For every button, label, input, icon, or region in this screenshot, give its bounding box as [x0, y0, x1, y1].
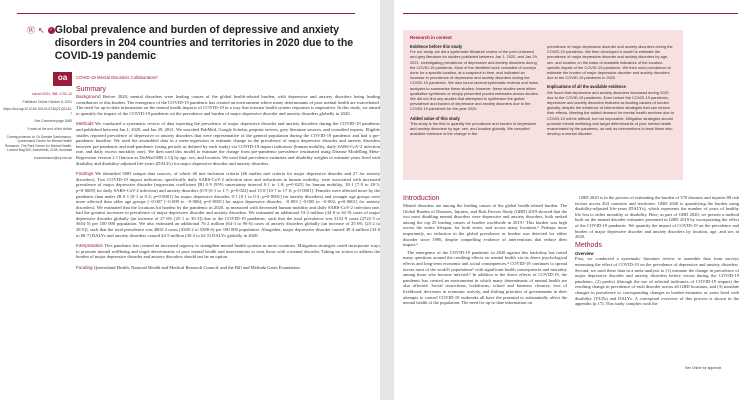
body-columns: [403, 195, 743, 309]
methods-heading: Methods: [575, 241, 602, 249]
body-paragraph: The emergence of the COVID-19 pandemic in 2020 against this backdrop has raised many questions around the resulting effects on mental health via its direct psychological effects and long-term economic and social consequences.⁴ COVID-19 continues to spread across most of the world's populations⁵ with significant health consequences and mortality among those who become infected.⁶ In addition to the direct effects of COVID-19, the pandemic has created an environment in which many determinants of mental health are also affected. Social restrictions, lockdowns, school and business closures, loss of livelihood, decreases in economic activity, and shifting priorities of governments in their attempts to control COVID-19 outbreaks all have the potential to substantially affect the mental health of the population. The need for up-to-date information on: [403, 249, 567, 306]
body-paragraph: First, we conducted a systematic literature review to assemble data from surveys measuring the effect of COVID-19 on the prevalence of depressive and anxiety disorders. Second, we used these data in a meta-analysis to (1) estimate the change in prevalence of major depressive disorder and anxiety disorders before versus during the COVID-19 pandemic, (2) predict (through the use of selected indicators of COVID-19 impact) the resulting change in prevalence of each disorder across all GBD locations, and (3) translate changes in prevalence to corresponding changes in burden estimates as years lived with disability (YLDs) and DALYs. A conceptual overview of this process is shown in the appendix (p 17). This study complies with the: [575, 256, 739, 307]
body-paragraph: GBD 2020 is in the process of estimating the burden of 370 diseases and injuries 88 risk factors across 204 countries and territories. GBD 2020 is quantifying the burden using disability-adjusted life-years (DALYs), which represents the number of years of healthy life lost to either mortality or disability. Here, as part of GBD 2020, we present a method built on the mental disorder estimates presented in GBD 2019 by incorporating the effect of the COVID-19 pandemic. We quantify the impact of COVID-19 on the prevalence and burden of major depressive disorder and anxiety disorders by location, age, and sex in 2020.: [575, 195, 739, 240]
summary-interpretation: [76, 243, 380, 260]
section-text: Queensland Health, National Health and Medical Research Council, and the Bill and Melinda Gates Foundation.: [92, 265, 301, 271]
ric-subheading: Evidence before this study: [410, 44, 463, 49]
research-in-context-panel: [403, 30, 683, 180]
section-label: Funding: [76, 265, 93, 271]
authors[interactable]: COVID-19 Mental Disorders Collaborators*: [76, 75, 158, 80]
summary-methods: [76, 121, 380, 166]
appendix-margin-note[interactable]: See Online for appendix: [685, 366, 722, 370]
section-text: This pandemic has created an increased urgency to strengthen mental health systems in most countries. Mitigation strategies could incorporate ways to promote mental wellbeing and target determinants of poor mental health and interventions to treat those with a mental disorder. Taking no action to address the burden of major depressive disorder and anxiety disorders should not be an option.: [76, 243, 380, 260]
ric-subheading: Implications of all the available evidence: [547, 84, 626, 90]
comment-link[interactable]: See Comment page 1665: [34, 119, 72, 124]
open-access-badge: oa: [53, 72, 72, 86]
sidenotes: [2, 92, 72, 164]
ric-column: [547, 44, 676, 140]
introduction-heading: Introduction: [403, 195, 440, 202]
page-gutter: [380, 0, 394, 400]
collaborators-note: *Listed at the end of the Article: [27, 126, 72, 131]
article-title: Global prevalence and burden of depressive and anxiety disorders in 204 countries and territories in 2020 due to the COVID-19 pandemic: [54, 24, 354, 62]
correspondence: Correspondence to: Dr Damian Santomauro, Queensland Centre for Mental Health Research, The Park Centre for Mental Health, Locked Bag 500, Archerfield, 4108, Australia: [4, 134, 72, 153]
ric-text: For our study, we did a systematic literature review of the peer-reviewed and grey literature for studies published between Jan 1, 2020, and Jan 29, 2021, investigating prevalence of depressive and anxiety disorders during the COVID-19 pandemic. Most of the identified work consisted of surveys done for a specific location, at a snapshot in time, and indicated an increase in prevalence of depressive and anxiety disorders during the COVID-19 pandemic. We also found several systematic reviews and meta-analyses to summarise these studies; however, these studies were either qualitative syntheses or simply presented pooled estimates across studies. We did not find any studies that attempted to synthesise the global prevalence and burden of depressive and anxiety disorders due to the COVID-19 pandemic for the year 2020.: [410, 49, 539, 112]
overview-subheading: Overview: [575, 250, 594, 256]
section-label: Findings: [76, 171, 94, 177]
ric-text: prevalence of major depressive disorder and anxiety disorders during the COVID-19 pandemic. We then developed a model to estimate the prevalence of major depressive disorder and anxiety disorders by age, sex, and location on the basis of available indicators of the location-specific impact of the COVID-19 pandemic. We then used prevalence to estimate the burden of major depressive disorder and anxiety disorders due to the COVID-19 pandemic in 2020.: [547, 44, 673, 81]
article-header: [27, 24, 357, 63]
section-text: Before 2020, mental disorders were leading causes of the global health-related burden, with depressive and anxiety disorders being leading contributors to this burden. The emergence of the COVID-19 pandemic has created an environment where many determinants of poor mental health are exacerbated. The need for up-to-date information on the mental health impacts of COVID-19 in a way that informs health system responses is imperative. In this study, we aimed to quantify the impact of the COVID-19 pandemic on the prevalence and burden of major depressive disorder and anxiety disorders globally in 2020.: [76, 94, 380, 116]
ric-text: This study is the first to quantify the prevalence and burden of depressive and anxiety disorders by age, sex, and location globally. We compiled available evidence of the change in the: [410, 120, 537, 137]
ric-subheading: Added value of this study: [410, 115, 460, 121]
right-page: [395, 0, 756, 400]
doi-link[interactable]: https://doi.org/10.1016/ S0140-6736(21)02143-7: [3, 107, 72, 116]
oa-logo-icon[interactable]: Ⓦ: [27, 26, 35, 35]
body-column-right: [575, 195, 739, 309]
section-label: Background: [76, 94, 101, 99]
summary-background: [76, 94, 380, 116]
cursor-icon: ↖: [38, 26, 45, 35]
summary-findings: [76, 171, 380, 238]
section-label: Methods: [76, 121, 94, 127]
body-paragraph: Mental disorders are among the leading causes of the global health-related burden. The Global Burden of Diseases, Injuries, and Risk Factors Study (GBD) 2019 showed that the two most disabling mental disorders were depressive and anxiety disorders, both ranked among the top 25 leading causes of burden worldwide in 2019.¹ This burden was high across the entire lifespan, for both sexes, and across many locations.² Perhaps more importantly, no reduction in the global prevalence or burden was detected for either disorder since 1990, despite compelling evidence of interventions that reduce their impact.³: [403, 203, 567, 248]
section-label: Interpretation: [76, 243, 104, 249]
ric-column: [410, 44, 539, 140]
published-date: Published Online October 8, 2021: [22, 99, 72, 104]
email-link[interactable]: d.santomauro@uq.edu.au: [33, 155, 72, 160]
header-rule: [17, 13, 355, 14]
section-text: We conducted a systematic review of data reporting the prevalence of major depressive disorder and anxiety disorders during the COVID-19 pandemic and published between Jan 1, 2020, and Jan 29, 2021. We searched PubMed, Google Scholar, preprint servers, grey literature sources, and consulted experts. Eligible studies reported prevalence of depressive or anxiety disorders that were representative of the general population during the COVID-19 pandemic and had a pre-pandemic baseline. We used the assembled data in a meta-regression to estimate change in the prevalence of major depressive disorder and anxiety disorders between pre-pandemic and mid-pandemic (using periods as defined by each study) via COVID-19 impact indicators (human mobility, daily SARS-CoV-2 infection rate, and daily excess mortality rate). We then used this model to estimate the change from pre-pandemic prevalence (estimated using Disease Modelling Meta-Regression version 2.1 [known as DisMod-MR 2.1]) by age, sex, and location. We used final prevalence estimates and disability weights to estimate years lived with disability and disability-adjusted life-years (DALYs) for major depressive disorder and anxiety disorders.: [76, 121, 380, 166]
summary: [76, 86, 380, 276]
header-icons: [27, 24, 55, 63]
journal-citation: Lancet 2021; 398: 1700–12: [31, 92, 72, 96]
header-rule: [403, 13, 738, 14]
ric-heading: Research in context: [410, 35, 452, 40]
summary-heading: Summary: [76, 86, 106, 93]
section-text: We identified 5683 unique data sources, of which 48 met inclusion criteria (46 studies met criteria for major depressive disorder and 27 for anxiety disorders). Two COVID-19 impact indicators, specifically daily SARS-CoV-2 infection rates and reductions in human mobility, were associated with increased prevalence of major depressive disorder (regression coefficient [B] 0·9 [95% uncertainty interval 0·1 to 1·8; p=0·025] for human mobility, 18·1 [7·9 to 28·3; p=0·0005] for daily SARS-CoV-2 infection) and anxiety disorders (0·9 [0·1 to 1·7; p=0·022] and 13·8 [10·7 to 17·0; p<0·0001]. Females were affected more by the pandemic than males (B 0·1 [0·1 to 0·2; p=0·0001] for major depressive disorder, 0·1 [0·1 to 0·2; p=0·0001] for anxiety disorders) and younger age groups were more affected than older age groups (−0·007 [−0·009 to −0·006]; p=0·0001] for major depressive disorder, −0·003 [−0·005 to −0·002; p=0·0001] for anxiety disorders). We estimated that the locations hit hardest by the pandemic in 2020, as measured with decreased human mobility and daily SARS-CoV-2 infection rate, had the greatest increases in prevalence of major depressive disorder and anxiety disorders. We estimated an additional 53·2 million (44·8 to 62·9) cases of major depressive disorder globally (an increase of 27·6% [25·1 to 30·3]) due to the COVID-19 pandemic, such that the total prevalence was 3152·9 cases (2722·5 to 3654·5) per 100 000 population. We also estimated an additional 76·2 million (64·3 to 90·6) cases of anxiety disorders globally (an increase of 25·6% [23·2 to 28·0]), such that the total prevalence was 4802·4 cases (4108·2 to 5588·6) per 100 000 population. Altogether, major depressive disorder caused 49·4 million (33·6 to 68·7) DALYs and anxiety disorders caused 44·5 million (30·2 to 62·5) DALYs globally in 2020.: [76, 171, 380, 238]
body-column-left: [403, 195, 567, 309]
summary-funding: [76, 265, 380, 271]
crossmark-icon[interactable]: ✓: [49, 27, 54, 33]
ric-text: We found that depressive and anxiety disorders increased during 2020 due to the COVID-19 pandemic. Even before the COVID-19 pandemic, depressive and anxiety disorders featured as leading causes of burden globally, despite the existence of intervention strategies that can reduce their effects. Meeting the added demand for mental health services due to COVID-19 will be difficult, but not impossible. Mitigation strategies should promote mental wellbeing and target determinants of poor mental health exacerbated by the pandemic, as well as interventions to treat those who develop a mental disorder.: [547, 89, 674, 137]
